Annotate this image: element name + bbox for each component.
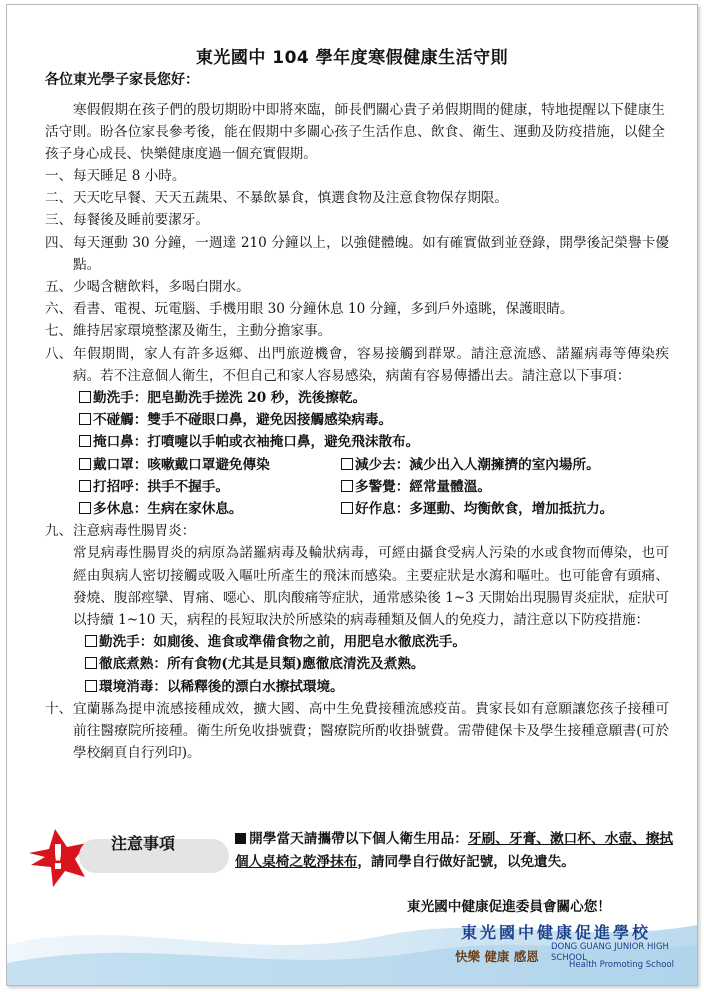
checkbox-icon	[341, 480, 353, 492]
notice-label: 注意事項	[111, 834, 176, 853]
checkbox-icon	[79, 502, 91, 514]
greeting: 各位東光學子家長您好：	[45, 72, 199, 88]
rule-3: 三、 每餐後及睡前要潔牙。	[45, 212, 209, 229]
checkbox-icon	[79, 480, 91, 492]
rule-8-item: 掩口鼻：打噴嚏以手帕或衣袖掩口鼻，避免飛沫散布。	[79, 431, 669, 453]
footer-program-en: Health Promoting School	[569, 960, 674, 970]
signature: 東光國中健康促進委員會關心您！	[407, 899, 611, 915]
bullet-square-icon	[235, 833, 246, 844]
checkbox-icon	[79, 458, 91, 470]
checkbox-icon	[85, 680, 97, 692]
rule-8-item-pair: 打招呼：拱手不握手。 多警覺：經常量體溫。	[79, 476, 669, 498]
intro-paragraph: 寒假假期在孩子們的殷切期盼中即將來臨，師長們關心貴子弟假期間的健康，特地提醒以下健康生活守則。盼各位家長參考後，能在假期中多關心孩子生活作息、飲食、衛生、運動及防疫措施，以健全孩子身心成長、快樂健康度過一個充實假期。	[45, 102, 665, 163]
rule-5: 五、 少喝含糖飲料，多喝白開水。	[45, 279, 250, 296]
rule-8: 八、 年假期間，家人有許多返鄉、出門旅遊機會，容易接觸到群眾。請注意流感、諾羅病毒等傳染疾病。若不注意個人衛生，不但自己和家人容易感染，病菌有容易傳播出去。請注意以下事項：	[45, 345, 669, 384]
footer-slogan: 快樂 健康 感恩	[455, 949, 539, 964]
rule-6: 六、 看書、電視、玩電腦、手機用眼 30 分鐘休息 10 分鐘，多到戶外遠眺，保護眼睛。	[45, 301, 574, 318]
notice-text: 開學當天請攜帶以下個人衛生用品：牙刷、牙膏、漱口杯、水壺、擦拭個人桌椅之乾淨抹布，請同學自行做好記號，以免遺失。	[235, 831, 673, 870]
notice-items: 牙刷、牙膏、漱口杯、水壺、擦拭個人桌椅之乾淨抹布	[235, 831, 673, 870]
rule-8-item-pair: 戴口罩：咳嗽戴口罩避免傳染 減少去：減少出入人潮擁擠的室內場所。	[79, 454, 669, 476]
footer-school-name: 東光國中健康促進學校	[461, 923, 652, 942]
checkbox-icon	[341, 502, 353, 514]
rule-10: 十、 宜蘭縣為提申流感接種成效，擴大國、高中生免費接種流感疫苗。貴家長如有意願讓您孩子接種可前往醫療院所接種。衛生所免收掛號費；醫療院所酌收掛號費。需帶健保卡及學生接種意願書(可於學校網頁自行列印)。	[45, 700, 669, 762]
rule-9-item: 徹底煮熟：所有食物(尤其是貝類)應徹底清洗及煮熟。	[85, 653, 669, 675]
rule-8-item: 不碰觸：雙手不碰眼口鼻，避免因接觸感染病毒。	[79, 409, 669, 431]
rule-7: 七、 維持居家環境整潔及衛生，主動分擔家事。	[45, 323, 332, 340]
checkbox-icon	[79, 391, 91, 403]
rule-9: 九、 注意病毒性腸胃炎：	[45, 523, 196, 540]
rule-8-item-pair: 多休息：生病在家休息。 好作息：多運動、均衡飲食，增加抵抗力。	[79, 498, 669, 520]
rule-4: 四、 每天運動 30 分鐘，一週達 210 分鐘以上，以強健體魄。如有確實做到並登錄，開學後記榮譽卡優點。	[45, 234, 669, 273]
checkbox-icon	[79, 435, 91, 447]
checkbox-icon	[79, 413, 91, 425]
rule-9-items	[85, 631, 669, 698]
checkbox-icon	[85, 657, 97, 669]
rule-9-item: 勤洗手：如廁後、進食或準備食物之前，用肥皂水徹底洗手。	[85, 631, 669, 653]
rules-list	[45, 165, 669, 764]
footer-school-en: DONG GUANG JUNIOR HIGH SCHOOL	[551, 942, 669, 963]
checkbox-icon	[85, 635, 97, 647]
rule-8-item: 勤洗手：肥皂勤洗手搓洗 20 秒，洗後擦乾。	[79, 387, 669, 409]
rule-9-item: 環境消毒：以稀釋後的漂白水擦拭環境。	[85, 676, 669, 698]
checkbox-icon	[341, 458, 353, 470]
document-page	[6, 4, 698, 986]
rule-1: 一、 每天睡足 8 小時。	[45, 168, 186, 184]
rule-2: 二、 天天吃早餐、天天五蔬果、不暴飲暴食，慎選食物及注意食物保存期限。	[45, 190, 508, 207]
rule-8-items	[79, 387, 669, 520]
rule-9-paragraph: 常見病毒性腸胃炎的病原為諾羅病毒及輪狀病毒，可經由攝食受病人污染的水或食物而傳染，也可經由與病人密切接觸或吸入嘔吐所產生的飛沫而感染。主要症狀是水瀉和嘔吐。也可能會有頭痛、發燒、腹部痙攣、胃痛、噁心、肌肉酸痛等症狀，通常感染後 1~3 天開始出現腸胃炎症狀，症狀可以持續 1~10 天，病程的長短取決於所感染的病毒種類及個人的免疫力，請注意以下防疫措施：	[73, 545, 669, 629]
exclamation-mark: !	[50, 838, 66, 878]
document-title: 東光國中 104 學年度寒假健康生活守則	[195, 48, 509, 68]
